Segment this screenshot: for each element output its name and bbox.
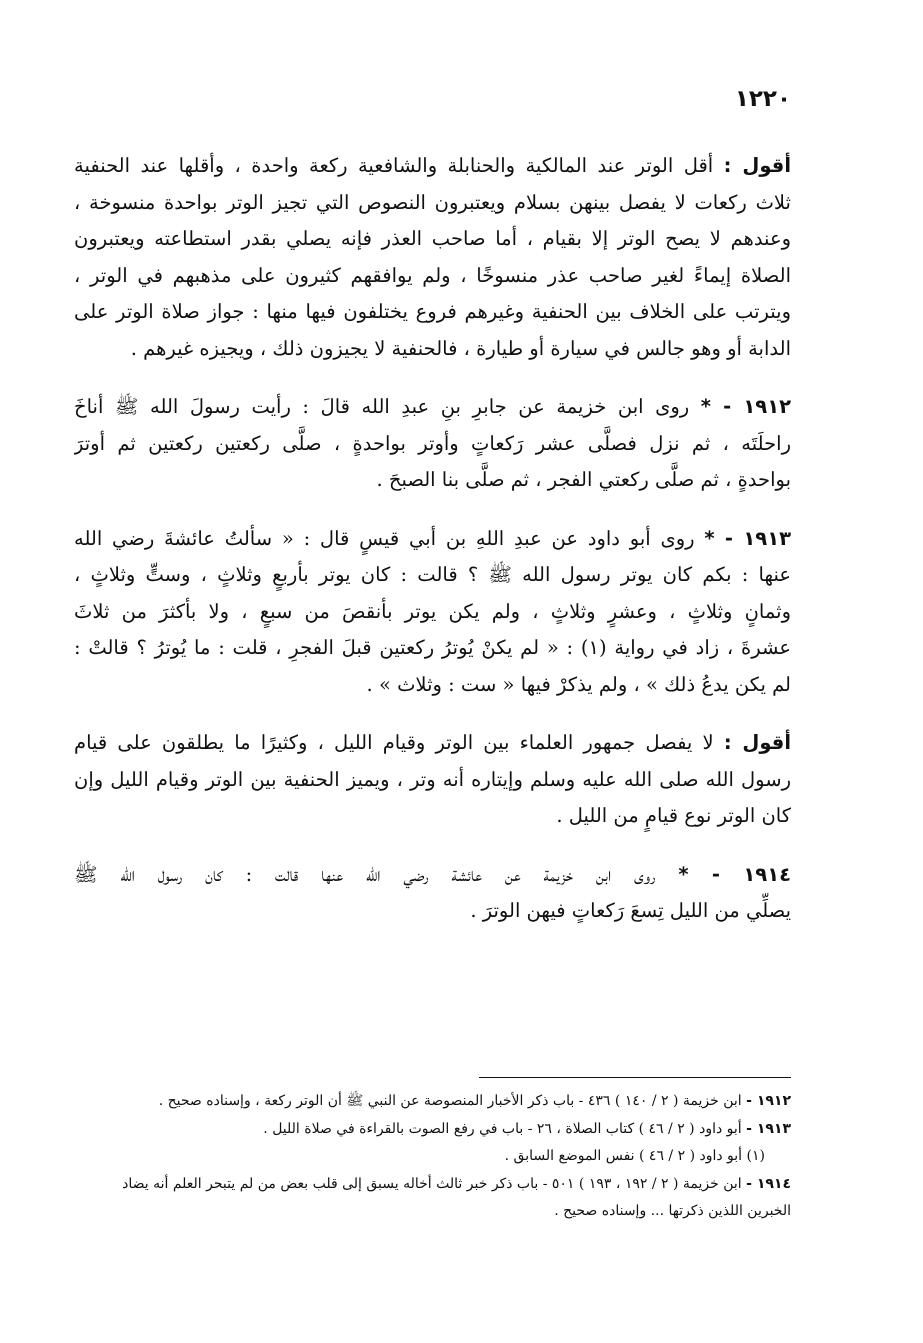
footnote-continuation: الخبرين اللذين ذكرتها ... وإسناده صحيح . (554, 1203, 791, 1219)
text-line: كان الوتر نوع قيامٍ من الليل . (556, 804, 791, 827)
text-line: ويترتب على الخلاف بين الحنفية وغيرهم فروع يختلفون فيها منها : جواز صلاة الوتر على (74, 300, 791, 323)
text-line: أقل الوتر عند المالكية والحنابلة والشافعية ركعة واحدة ، وأقلها عند الحنفية (74, 154, 714, 177)
footnote (96, 1088, 791, 1116)
footnote (96, 1171, 791, 1199)
footnote-number: (١) (746, 1148, 765, 1164)
text-line: ثلاث ركعات لا يفصل بينهن بسلام ويعتبرون النصوص التي تجيز الوتر بواحدة منسوخة ، (74, 190, 791, 214)
text-line: عشرةَ ، زاد في رواية (١) : « لم يكنْ يُوترُ ركعتين قبلَ الفجرِ ، قلت : ما يُوترُ ؟ قالتْ : (74, 636, 791, 659)
text-line: راحلَتَه ، ثم نزل فصلَّى عشر رَكعاتٍ وأوتر بواحدةٍ ، صلَّى ركعتين ركعتين ثم أوترَ (74, 431, 791, 455)
hadith-number: ١٩١٢ - * (700, 395, 791, 418)
footnote-number: ١٩١٣ - (746, 1120, 791, 1137)
footnote (96, 1143, 791, 1171)
text-line: الصلاة إيماءً لغير صاحب عذر منسوخًا ، ولم يوافقهم كثيرون على مذهبهم في الوتر ، (74, 263, 791, 287)
footnote-separator (479, 1077, 791, 1078)
text-line: رسول الله صلى الله عليه وسلم وإيتاره أنه وتر ، ويميز الحنفية بين الوتر وقيام الليل وإن (74, 767, 791, 791)
hadith-1912 (74, 389, 791, 499)
paragraph-lead: أقول : (723, 154, 791, 177)
hadith-number: ١٩١٤ - * (678, 862, 791, 886)
footnote (96, 1116, 791, 1144)
footnote-text: ابن خزيمة ( ٢ / ١٩٢ ، ١٩٣ ) ٥٠١ - باب ذكر خبر ثالث أخاله يسبق إلى قلب بعض من لم يتبحر العلم أنه يضاد (122, 1175, 742, 1192)
text-line: بواحدةٍ ، ثم صلَّى ركعتي الفجر ، ثم صلَّى بنا الصبحَ . (376, 468, 791, 491)
footnotes (96, 1088, 791, 1226)
text-line: عنها : بكم كان يوتر رسول الله ﷺ ؟ قالت : كان يوتر بأربعٍ وثلاثٍ ، وستٍّ وثلاثٍ ، (74, 563, 791, 586)
hadith-1913 (74, 521, 791, 704)
text-line: لا يفصل جمهور العلماء بين الوتر وقيام الليل ، وكثيرًا ما يطلقون على قيام (74, 731, 714, 754)
hadith-1914 (74, 857, 791, 930)
page-number: ١٢٢٠ (734, 86, 791, 112)
text-line: وثمانٍ وثلاثٍ ، وعشرٍ وثلاثٍ ، ولم يكن يوتر بأنقصَ من سبعٍ ، ولا بأكثرَ من ثلاثَ (74, 599, 791, 623)
paragraph-aqul-2 (74, 725, 791, 835)
text-line: روى ابن خزيمة عن عائشة رضي الله عنها قالت : كان رسول الله ﷺ (74, 862, 656, 886)
text-line: الدابة أو وهو جالس في سيارة أو طيارة ، فالحنفية لا يجيزون ذلك ، ويجيزه غيرهم . (130, 336, 791, 360)
paragraph-aqul-1 (74, 148, 791, 367)
footnote-number: ١٩١٢ - (746, 1093, 791, 1109)
text-line: لم يكن يدعُ ذلك » ، ولم يذكرْ فيها « ست : وثلاث » . (366, 672, 791, 696)
main-text (74, 148, 791, 952)
footnote-number: ١٩١٤ - (746, 1175, 791, 1192)
footnote-text: أبو داود ( ٢ / ٤٦ ) نفس الموضع السابق . (504, 1148, 743, 1164)
text-line: وعندهم لا يصح الوتر إلا بقيام ، أما صاحب العذر فإنه يصلي بقدر استطاعته ويعتبرون (74, 227, 791, 250)
text-line: روى ابن خزيمة عن جابرِ بنِ عبدِ الله قالَ : رأيت رسولَ الله ﷺ أناخَ (74, 395, 690, 418)
hadith-number: ١٩١٣ - * (704, 526, 791, 550)
text-line: روى أبو داود عن عبدِ اللهِ بن أبي قيسٍ قال : « سألتُ عائشةَ رضي الله (74, 526, 695, 550)
text-line: يصلِّي من الليل تِسعَ رَكعاتٍ فيهن الوترَ . (470, 899, 791, 922)
footnote-text: ابن خزيمة ( ٢ / ١٤٠ ) ٤٣٦ - باب ذكر الأخبار المنصوصة عن النبي ﷺ أن الوتر ركعة ، وإسناده صحيح . (158, 1093, 742, 1109)
footnote-text: أبو داود ( ٢ / ٤٦ ) كتاب الصلاة ، ٢٦ - باب في رفع الصوت بالقراءة في صلاة الليل . (263, 1120, 742, 1137)
paragraph-lead: أقول : (723, 731, 791, 754)
